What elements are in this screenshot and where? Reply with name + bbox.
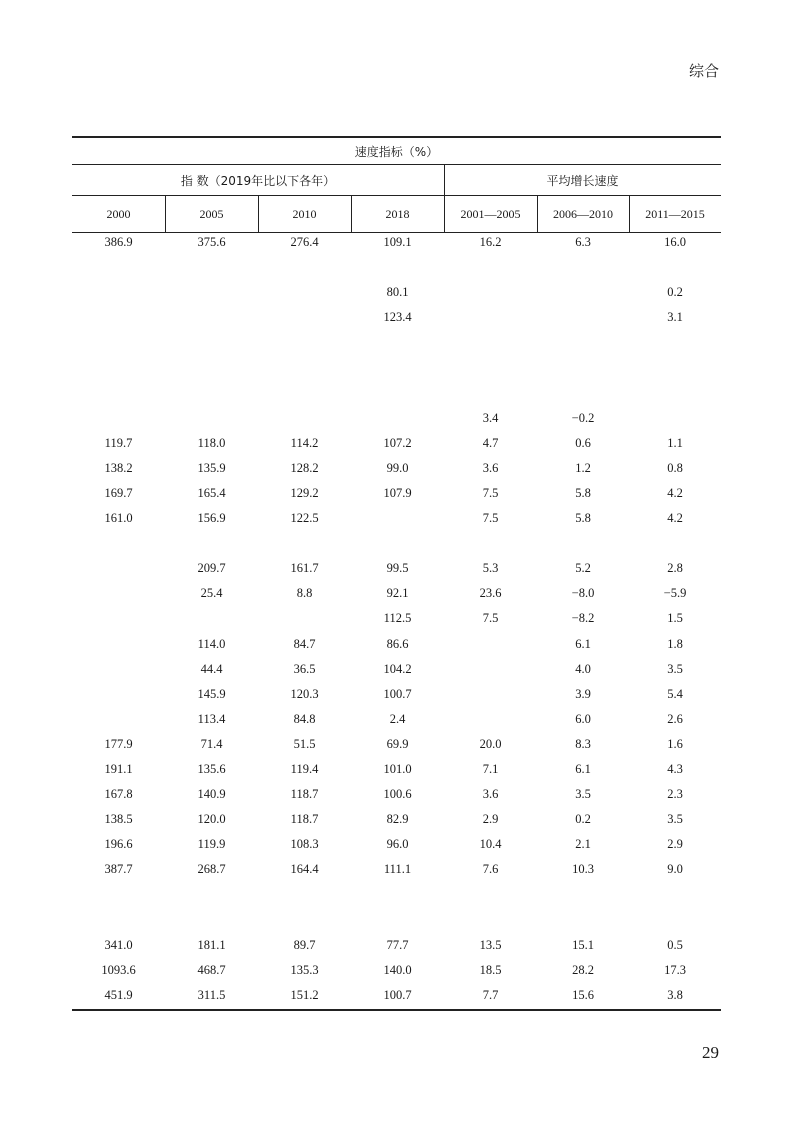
table-cell [444, 659, 537, 684]
table-cell [258, 257, 351, 282]
table-cell [629, 910, 721, 935]
table-cell: 2.6 [667, 711, 683, 726]
table-cell: 120.0 [197, 812, 226, 827]
table-cell: 1093.6 [101, 962, 136, 977]
table-cell [537, 910, 629, 935]
table-cell [72, 357, 165, 382]
table-cell [629, 884, 721, 909]
table-cell [444, 709, 537, 734]
table-cell [165, 533, 258, 558]
table-cell: 119.9 [197, 837, 226, 852]
table-row [72, 433, 721, 458]
table-cell: 3.9 [575, 686, 591, 701]
table-row [72, 759, 721, 784]
table-title: 速度指标（%） [354, 144, 439, 159]
table-cell: 2.1 [575, 837, 591, 852]
table-cell [72, 884, 165, 909]
header-columns-row [72, 196, 721, 233]
table-cell: 10.4 [479, 837, 502, 852]
table-cell [72, 332, 165, 357]
table-body [72, 232, 721, 1010]
table-cell [165, 383, 258, 408]
table-row [72, 332, 721, 357]
table-cell: 161.7 [290, 561, 319, 576]
table-cell: 375.6 [197, 235, 226, 249]
column-header: 2010 [292, 206, 317, 221]
column-header: 2005 [199, 206, 224, 221]
table-cell: 71.4 [200, 736, 223, 751]
table-cell [165, 307, 258, 332]
table-cell: 191.1 [104, 761, 133, 776]
table-row [72, 960, 721, 985]
table-cell: 16.0 [664, 235, 686, 249]
table-cell [72, 307, 165, 332]
table-cell: 196.6 [104, 837, 133, 852]
table-cell: 23.6 [479, 586, 502, 601]
table-cell: 111.1 [383, 862, 412, 877]
table-cell [165, 357, 258, 382]
table-cell: 86.6 [386, 636, 409, 651]
table-cell [351, 383, 444, 408]
table-cell: 6.1 [575, 636, 591, 651]
table-cell: 468.7 [197, 962, 226, 977]
table-row [72, 659, 721, 684]
section-label: 综合 [688, 62, 719, 80]
table-cell: 1.8 [667, 636, 683, 651]
table-cell [351, 910, 444, 935]
table-cell: 113.4 [197, 711, 226, 726]
table-cell [444, 383, 537, 408]
table-cell: 100.7 [383, 686, 412, 701]
table-cell [165, 408, 258, 433]
table-cell [258, 357, 351, 382]
table-cell [444, 684, 537, 709]
table-cell: 7.7 [482, 987, 499, 1002]
table-cell: 7.5 [482, 611, 499, 626]
table-cell [258, 608, 351, 633]
table-cell: 8.8 [296, 586, 313, 601]
table-cell [165, 910, 258, 935]
table-cell: 4.7 [482, 435, 499, 450]
table-cell: 25.4 [200, 586, 223, 601]
table-cell: 276.4 [290, 235, 319, 249]
table-cell: 167.8 [104, 787, 133, 802]
table-cell [72, 608, 165, 633]
page-number: 29 [702, 1043, 719, 1062]
table-cell [72, 684, 165, 709]
table-cell: 3.6 [482, 460, 499, 475]
table-row [72, 257, 721, 282]
table-cell: 118.0 [197, 435, 226, 450]
table-cell [72, 383, 165, 408]
table-cell: 20.0 [479, 736, 502, 751]
table-cell: −8.0 [571, 586, 595, 601]
table-cell [629, 383, 721, 408]
column-header: 2000 [106, 206, 131, 221]
table-cell [629, 408, 721, 433]
table-cell: 451.9 [104, 987, 133, 1002]
table-cell [351, 508, 444, 533]
table-cell: 8.3 [575, 736, 591, 751]
table-cell [537, 332, 629, 357]
table-cell: 151.2 [290, 987, 319, 1002]
table-cell: 120.3 [290, 686, 319, 701]
table-cell [351, 533, 444, 558]
table-cell: 177.9 [104, 736, 133, 751]
table-cell [258, 383, 351, 408]
table-cell: 1.2 [575, 460, 591, 475]
table-cell [72, 709, 165, 734]
table-cell: 4.2 [667, 485, 683, 500]
table-cell: 1.1 [667, 435, 683, 450]
table-cell: 5.3 [482, 561, 499, 576]
table-row [72, 834, 721, 859]
table-cell: 99.0 [386, 460, 409, 475]
table-cell: 2.3 [667, 787, 683, 802]
table-cell: 140.0 [383, 962, 412, 977]
table-cell [444, 884, 537, 909]
table-cell: 15.1 [572, 937, 594, 952]
table-cell [258, 910, 351, 935]
table-cell: −0.2 [571, 410, 595, 425]
column-header: 2018 [385, 206, 410, 221]
table-row [72, 634, 721, 659]
table-row [72, 734, 721, 759]
table-cell: 2.9 [482, 812, 499, 827]
table-cell: 114.0 [197, 636, 226, 651]
table-cell [537, 282, 629, 307]
table-cell: 92.1 [386, 586, 409, 601]
table-cell [629, 332, 721, 357]
table-cell: 0.2 [667, 285, 683, 300]
table-cell: 89.7 [293, 937, 316, 952]
table-cell: 3.6 [482, 787, 499, 802]
table-row [72, 784, 721, 809]
table-cell [72, 257, 165, 282]
table-cell: 99.5 [386, 561, 409, 576]
table-cell [72, 910, 165, 935]
table-cell: 119.4 [290, 761, 319, 776]
table-cell: 3.8 [667, 987, 683, 1002]
table-cell: 3.5 [667, 661, 683, 676]
table-row [72, 357, 721, 382]
table-cell [444, 332, 537, 357]
table-cell: 118.7 [290, 787, 319, 802]
table-row [72, 408, 721, 433]
table-cell: 6.1 [575, 761, 591, 776]
table-cell: 118.7 [290, 812, 319, 827]
table-cell: 181.1 [197, 937, 226, 952]
table-cell: 9.0 [667, 862, 683, 877]
table-cell: 17.3 [664, 962, 686, 977]
table-cell [258, 408, 351, 433]
table-cell: 5.2 [575, 561, 591, 576]
table-cell [72, 659, 165, 684]
table-cell [537, 383, 629, 408]
group-header-index: 指 数（2019年比以下各年） [180, 173, 336, 188]
table-cell: 101.0 [383, 761, 412, 776]
header-title-row [72, 138, 721, 165]
table-cell [537, 257, 629, 282]
table-cell [351, 408, 444, 433]
table-cell: −8.2 [571, 611, 595, 626]
table-cell: 84.7 [293, 636, 316, 651]
column-header: 2001—2005 [460, 206, 521, 221]
table-row [72, 985, 721, 1010]
table-cell [444, 307, 537, 332]
table-cell: 3.1 [667, 310, 683, 325]
table-cell: 164.4 [290, 862, 319, 877]
table-row [72, 583, 721, 608]
table-cell: 51.5 [293, 736, 316, 751]
table-cell [258, 533, 351, 558]
table-row [72, 608, 721, 633]
table-cell: 135.6 [197, 761, 226, 776]
table-row [72, 859, 721, 884]
table-cell: 5.8 [575, 485, 591, 500]
table-cell: 77.7 [386, 937, 409, 952]
table-cell: 2.8 [667, 561, 683, 576]
column-header: 2011—2015 [645, 206, 705, 221]
table-cell [537, 533, 629, 558]
table-cell: 0.6 [575, 435, 591, 450]
table-cell: 268.7 [197, 862, 226, 877]
table-cell: 145.9 [197, 686, 226, 701]
table-cell: 1.5 [667, 611, 683, 626]
table-cell: 107.9 [383, 485, 412, 500]
table-cell: 165.4 [197, 485, 226, 500]
table-cell: 156.9 [197, 511, 226, 526]
table-cell [444, 282, 537, 307]
table-row [72, 558, 721, 583]
table-cell: 387.7 [104, 862, 133, 877]
table-cell: 100.6 [383, 787, 412, 802]
table-cell: 15.6 [572, 987, 594, 1002]
table-cell [72, 558, 165, 583]
table-cell [444, 533, 537, 558]
table-cell: 36.5 [293, 661, 316, 676]
table-row [72, 684, 721, 709]
table-cell [165, 257, 258, 282]
table-cell: 311.5 [197, 987, 226, 1002]
table-cell [165, 282, 258, 307]
table-cell: 6.3 [575, 235, 591, 249]
table-cell [351, 332, 444, 357]
table-cell: 7.5 [482, 485, 499, 500]
table-cell: 6.0 [575, 711, 591, 726]
table-cell [165, 884, 258, 909]
table-cell [537, 307, 629, 332]
table-cell: 16.2 [479, 235, 502, 249]
table-cell: 3.4 [482, 410, 499, 425]
table-cell: 2.9 [667, 837, 683, 852]
table-bottom-rule [72, 1009, 721, 1011]
table-cell: 18.5 [479, 962, 502, 977]
header-group-row [72, 165, 721, 196]
table-cell: −5.9 [663, 586, 687, 601]
table-row [72, 884, 721, 909]
table-cell [72, 408, 165, 433]
table-cell: 4.3 [667, 761, 683, 776]
table-cell: 69.9 [386, 736, 409, 751]
table-cell: 7.6 [482, 862, 499, 877]
table-row [72, 910, 721, 935]
table-cell: 104.2 [383, 661, 412, 676]
table-cell: 4.2 [667, 511, 683, 526]
table-cell [165, 608, 258, 633]
table-cell: 112.5 [383, 611, 412, 626]
table-cell [165, 332, 258, 357]
table-cell: 128.2 [290, 460, 319, 475]
table-cell [351, 884, 444, 909]
table-row [72, 383, 721, 408]
table-cell: 82.9 [386, 812, 409, 827]
table-cell: 3.5 [667, 812, 683, 827]
group-header-growth: 平均增长速度 [546, 173, 619, 188]
table-row [72, 809, 721, 834]
table-cell: 341.0 [104, 937, 133, 952]
table-row [72, 458, 721, 483]
table-cell [629, 257, 721, 282]
table-cell [258, 282, 351, 307]
table-cell [629, 357, 721, 382]
table-cell: 109.1 [383, 235, 412, 249]
table-cell: 114.2 [290, 435, 319, 450]
table-row [72, 935, 721, 960]
table-row [72, 533, 721, 558]
table-cell: 5.4 [667, 686, 683, 701]
table-cell [258, 884, 351, 909]
table-cell [72, 634, 165, 659]
table-cell [72, 533, 165, 558]
column-header: 2006—2010 [553, 206, 613, 221]
table-cell: 129.2 [290, 485, 319, 500]
table-cell: 138.5 [104, 812, 133, 827]
table-cell: 7.5 [482, 511, 499, 526]
table-row [72, 483, 721, 508]
table-cell [629, 533, 721, 558]
table-cell: 108.3 [290, 837, 319, 852]
table-cell: 44.4 [200, 661, 223, 676]
table-cell: 119.7 [104, 435, 133, 450]
table-cell: 13.5 [479, 937, 502, 952]
table-cell: 161.0 [104, 511, 133, 526]
table-cell: 135.9 [197, 460, 226, 475]
table-cell: 122.5 [290, 511, 319, 526]
table-cell: 123.4 [383, 310, 412, 325]
table-cell: 138.2 [104, 460, 133, 475]
table-cell: 135.3 [290, 962, 319, 977]
table-cell [537, 884, 629, 909]
table-row [72, 282, 721, 307]
table-cell: 169.7 [104, 485, 133, 500]
statistics-table-header [72, 136, 721, 233]
table-cell: 5.8 [575, 511, 591, 526]
table-cell [72, 583, 165, 608]
table-cell [351, 257, 444, 282]
table-cell: 28.2 [572, 962, 594, 977]
table-row [72, 232, 721, 257]
table-cell: 100.7 [383, 987, 412, 1002]
table-cell [537, 357, 629, 382]
table-cell [444, 634, 537, 659]
table-cell: 10.3 [572, 862, 594, 877]
table-cell [258, 332, 351, 357]
table-row [72, 709, 721, 734]
table-row [72, 307, 721, 332]
table-cell [258, 307, 351, 332]
table-cell: 0.2 [575, 812, 591, 827]
table-cell: 3.5 [575, 787, 591, 802]
table-cell: 209.7 [197, 561, 226, 576]
table-cell [444, 357, 537, 382]
table-cell: 96.0 [386, 837, 409, 852]
table-cell: 140.9 [197, 787, 226, 802]
table-cell [351, 357, 444, 382]
table-cell: 1.6 [667, 736, 683, 751]
table-cell: 0.8 [667, 460, 683, 475]
table-cell [444, 257, 537, 282]
table-cell: 7.1 [482, 761, 499, 776]
table-row [72, 508, 721, 533]
table-cell: 107.2 [383, 435, 412, 450]
table-cell: 4.0 [575, 661, 591, 676]
table-cell: 84.8 [293, 711, 316, 726]
table-cell: 0.5 [667, 937, 683, 952]
table-cell: 80.1 [386, 285, 409, 300]
table-cell [72, 282, 165, 307]
table-cell: 2.4 [389, 711, 406, 726]
table-cell [444, 910, 537, 935]
table-cell: 386.9 [104, 235, 133, 249]
